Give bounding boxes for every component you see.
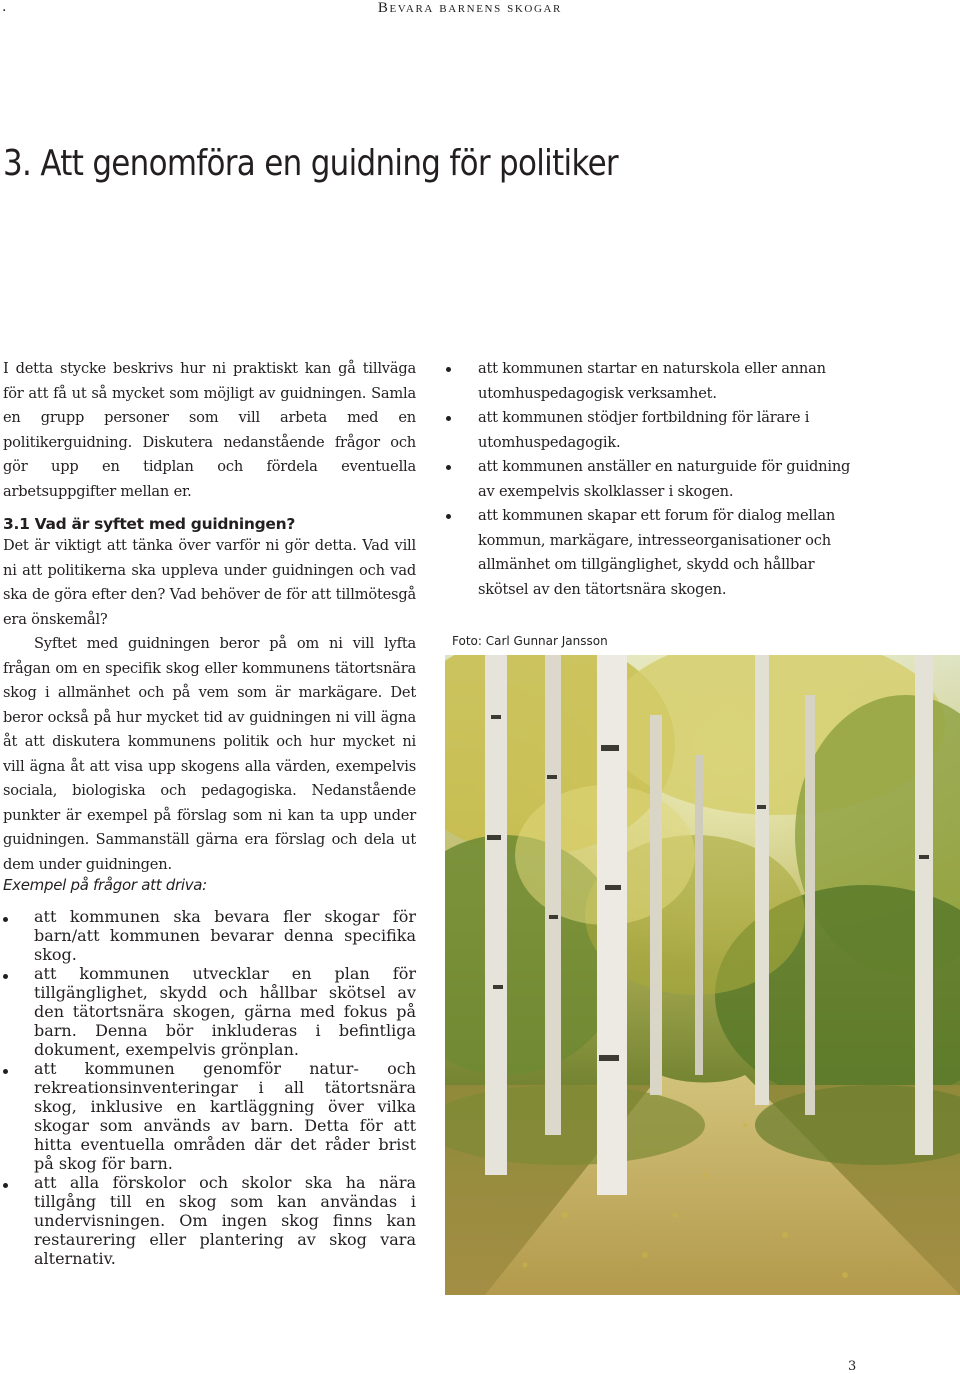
bullet-icon [446, 367, 451, 372]
examples-list [3, 907, 416, 1268]
list-item-text: att kommunen anställer en naturguide för guidning av exempelvis skolklasser i skogen. [478, 458, 851, 500]
bullet-icon [446, 465, 451, 470]
right-column-list [446, 357, 861, 602]
bullet-icon [3, 1069, 8, 1074]
header-marker: . [2, 0, 7, 15]
chapter-title: 3. Att genomföra en guidning för politiker [3, 143, 618, 184]
list-item [446, 504, 861, 602]
section-paragraph-2: Syftet med guidningen beror på om ni vill lyfta frågan om en specifik skog eller kommunens tätortsnära skog i allmänhet och på vem som är markägare. Det beror också på hur mycket tid av guidningen ni vill ägna åt att diskutera kommunens politik och hur mycket ni vill ägna åt att visa upp skogens alla värden, exempelvis sociala, biologiska och pedagogiska. Nedanstående punkter är exempel på förslag som ni kan ta upp under guidningen. Sammanställ gärna era förslag och dela ut dem under guidningen. [3, 635, 416, 873]
list-item [446, 406, 861, 455]
list-item [446, 455, 861, 504]
list-item [3, 907, 416, 964]
forest-photo [445, 655, 960, 1295]
list-item-text: att kommunen utvecklar en plan för tillgänglighet, skydd och hållbar skötsel av den tätortsnära skogen, gärna med fokus på barn. Denna bör inkluderas i befintliga dokument, exempelvis grönplan. [34, 964, 416, 1059]
section-heading: 3.1 Vad är syftet med guidningen? [3, 515, 296, 533]
list-item [3, 964, 416, 1059]
bullet-icon [446, 416, 451, 421]
photo-caption: Foto: Carl Gunnar Jansson [452, 634, 608, 648]
section-paragraph-1: Det är viktigt att tänka över varför ni gör detta. Vad vill ni att politikerna ska uppleva under guidningen och vad ska de göra efter den? Vad behöver de för att tillmötesgå era önskemål? [3, 537, 416, 628]
intro-paragraph: I detta stycke beskrivs hur ni praktiskt kan gå tillväga för att få ut så mycket som möjligt av guidningen. Samla en grupp personer som vill arbeta med en politikerguidning. Diskutera nedanstående frågor och gör upp en tidplan och fördela eventuella arbetsuppgifter mellan er. [3, 360, 416, 500]
list-item-text: att alla förskolor och skolor ska ha nära tillgång till en skog som kan användas i undervisningen. Om ingen skog finns kan restaurering eller plantering av skog vara alternativ. [34, 1173, 416, 1268]
list-item [3, 1173, 416, 1268]
running-header: Bevara barnens skogar [377, 0, 562, 16]
page-number: 3 [848, 1359, 857, 1374]
list-item-text: att kommunen ska bevara fler skogar för barn/att kommunen bevarar denna specifika skog. [34, 907, 416, 964]
bullet-icon [446, 514, 451, 519]
bullet-icon [3, 917, 8, 922]
bullet-icon [3, 1183, 8, 1188]
list-item-text: att kommunen skapar ett forum för dialog mellan kommun, markägare, intresseorganisationer och allmänhet om tillgänglighet, skydd och hållbar skötsel av den tätortsnära skogen. [478, 507, 836, 598]
examples-heading: Exempel på frågor att driva: [3, 876, 207, 894]
list-item [3, 1059, 416, 1173]
left-column [3, 357, 416, 877]
list-item-text: att kommunen startar en naturskola eller annan utomhuspedagogisk verksamhet. [478, 360, 826, 402]
list-item-text: att kommunen stödjer fortbildning för lärare i utomhuspedagogik. [478, 409, 810, 451]
bullet-icon [3, 974, 8, 979]
list-item-text: att kommunen genomför natur- och rekreationsinventeringar i all tätortsnära skog, inklusive en kartläggning över vilka skogar som används av barn. Detta för att hitta eventuella områden där det råder brist på skog för barn. [34, 1059, 416, 1173]
list-item [446, 357, 861, 406]
